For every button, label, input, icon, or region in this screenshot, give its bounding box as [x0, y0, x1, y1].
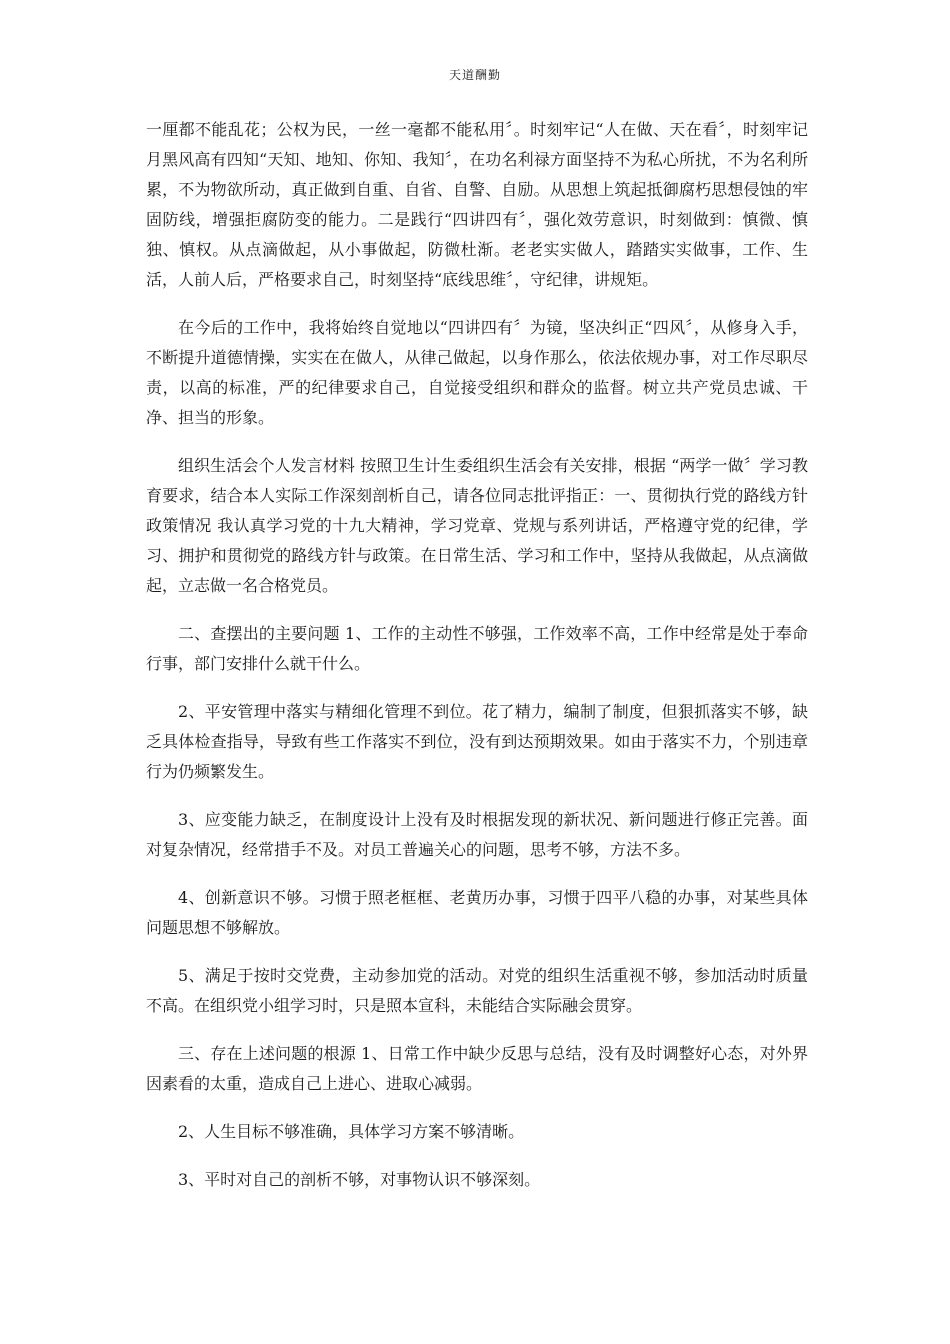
paragraph: 5、满足于按时交党费，主动参加党的活动。对党的组织生活重视不够，参加活动时质量不高。在组织党小组学习时，只是照本宣科，未能结合实际融会贯穿。 [146, 966, 808, 1015]
paragraph: 二、查摆出的主要问题 1、工作的主动性不够强，工作效率不高，工作中经常是处于奉命行事，部门安排什么就干什么。 [146, 624, 808, 673]
paragraph: 在今后的工作中，我将始终自觉地以“四讲四有〞为镜，坚决纠正“四风〞，从修身入手，不断提升道德情操，实实在在做人，从律己做起，以身作那么，依法依规办事，对工作尽职尽责，以高的标准，严的纪律要求自己，自觉接受组织和群众的监督。树立共产党员忠诚、干净、担当的形象。 [146, 318, 808, 427]
paragraph: 三、存在上述问题的根源 1、日常工作中缺少反思与总结，没有及时调整好心态，对外界因素看的太重，造成自己上进心、进取心减弱。 [146, 1044, 808, 1093]
paragraph: 4、创新意识不够。习惯于照老框框、老黄历办事，习惯于四平八稳的办事，对某些具体问题思想不够解放。 [146, 888, 808, 937]
paragraph: 组织生活会个人发言材料 按照卫生计生委组织生活会有关安排，根据 “两学一做〞学习教育要求，结合本人实际工作深刻剖析自己，请各位同志批评指正：一、贯彻执行党的路线方针政策情况 我认真学习党的十九大精神，学习党章、党规与系列讲话，严格遵守党的纪律，学习、拥护和贯彻党的路线方针与政策。在日常生活、学习和工作中，坚持从我做起，从点滴做起，立志做一名合格党员。 [146, 456, 808, 595]
paragraph: 3、平时对自己的剖析不够，对事物认识不够深刻。 [178, 1170, 541, 1189]
document-body [146, 115, 808, 1213]
paragraph: 3、应变能力缺乏，在制度设计上没有及时根据发现的新状况、新问题进行修正完善。面对复杂情况，经常措手不及。对员工普遍关心的问题，思考不够，方法不多。 [146, 810, 808, 859]
paragraph: 一厘都不能乱花；公权为民，一丝一毫都不能私用〞。时刻牢记“人在做、天在看〞，时刻牢记月黑风高有四知“天知、地知、你知、我知〞，在功名利禄方面坚持不为私心所扰，不为名利所累，不为物欲所动，真正做到自重、自省、自警、自励。从思想上筑起抵御腐朽思想侵蚀的牢固防线，增强拒腐防变的能力。二是践行“四讲四有〞，强化效劳意识，时刻做到：慎微、慎独、慎权。从点滴做起，从小事做起，防微杜渐。老老实实做人，踏踏实实做事，工作、生活，人前人后，严格要求自己，时刻坚持“底线思维〞，守纪律，讲规矩。 [146, 120, 808, 289]
page-header: 天道酬勤 [448, 68, 501, 82]
paragraph: 2、人生目标不够准确，具体学习方案不够清晰。 [178, 1122, 525, 1141]
paragraph: 2、平安管理中落实与精细化管理不到位。花了精力，编制了制度，但狠抓落实不够，缺乏具体检查指导，导致有些工作落实不到位，没有到达预期效果。如由于落实不力，个别违章行为仍频繁发生。 [146, 702, 808, 781]
